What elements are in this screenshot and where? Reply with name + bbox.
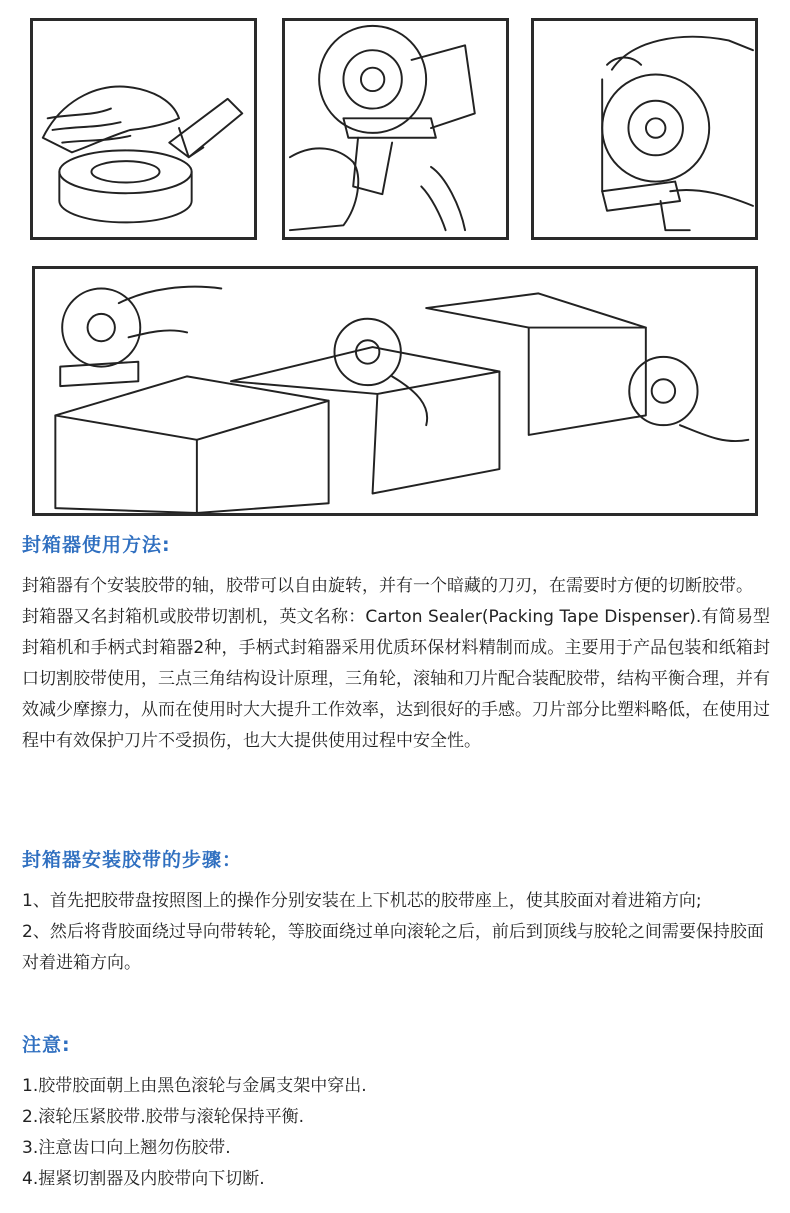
usage-section	[22, 530, 770, 757]
illustration-pull-tape	[531, 18, 758, 240]
install-heading: 封箱器安装胶带的步骤：	[22, 849, 243, 871]
hand-loading-tape-roll-icon	[33, 21, 254, 237]
illustration-load-tape	[30, 18, 257, 240]
notes-section	[22, 1030, 770, 1195]
note-item: 3.注意齿口向上翘勿伤胶带.	[22, 1138, 231, 1158]
usage-paragraph-1: 封箱器有个安装胶带的轴，胶带可以自由旋转，并有一个暗藏的刀刃，在需要时方便的切断胶带。	[22, 576, 753, 596]
install-step-2: 2、然后将背胶面绕过导向带转轮，等胶面绕过单向滚轮之后，前后到顶线与胶轮之间需要保持胶面对着进箱方向。	[22, 922, 764, 973]
usage-heading: 封箱器使用方法:	[22, 534, 171, 556]
hand-pulling-tape-icon	[534, 21, 755, 237]
notes-heading: 注意:	[22, 1034, 71, 1056]
note-item: 4.握紧切割器及内胶带向下切断.	[22, 1169, 265, 1189]
install-step-1: 1、首先把胶带盘按照图上的操作分别安装在上下机芯的胶带座上，使其胶面对着进箱方向;	[22, 891, 702, 911]
usage-paragraph-2: 封箱器又名封箱机或胶带切割机，英文名称：Carton Sealer(Packing Tape Dispenser).有简易型封箱机和手柄式封箱器2种，手柄式封箱器采用优质环保材料精制而成。主要用于产品包装和纸箱封口切割胶带使用，三点三角结构设计原理，三角轮，滚轴和刀片配合装配胶带，结构平衡合理，并有效减少摩擦力，从而在使用时大大提升工作效率，达到很好的手感。刀片部分比塑料略低，在使用过程中有效保护刀片不受损伤，也大大提供使用过程中安全性。	[22, 607, 770, 751]
hand-threading-tape-icon	[285, 21, 506, 237]
note-item: 1.胶带胶面朝上由黑色滚轮与金属支架中穿出.	[22, 1076, 367, 1096]
illustration-thread-tape	[282, 18, 509, 240]
sealing-boxes-sequence-icon	[35, 269, 755, 513]
note-item: 2.滚轮压紧胶带.胶带与滚轮保持平衡.	[22, 1107, 305, 1127]
install-section	[22, 845, 770, 979]
illustration-seal-boxes	[32, 266, 758, 516]
